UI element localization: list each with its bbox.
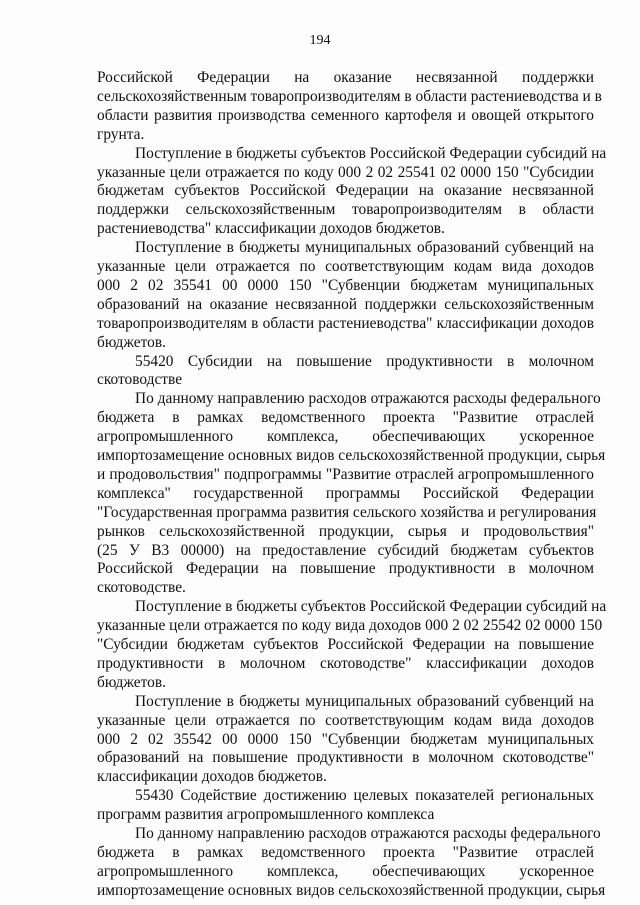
text-line: агропромышленного комплекса, обеспечивающих ускоренное: [97, 428, 594, 446]
text-line: Поступление в бюджеты муниципальных образований субвенций на: [135, 692, 594, 710]
text-line: бюджета в рамках ведомственного проекта "Развитие отраслей: [97, 843, 594, 861]
text-line: указанные цели отражается по соответствующим кодам вида доходов: [97, 711, 594, 729]
text-line: указанные цели отражается по коду 000 2 02 25541 02 0000 150 "Субсидии: [97, 163, 594, 181]
text-line: бюджетов.: [97, 333, 166, 351]
text-line: 000 2 02 35541 00 0000 150 "Субвенции бюджетам муниципальных: [97, 276, 594, 294]
text-line: сельскохозяйственным товаропроизводителям в области растениеводства и в: [97, 87, 602, 105]
text-line: По данному направлению расходов отражаются расходы федерального: [135, 390, 601, 408]
text-line: растениеводства" классификации доходов бюджетов.: [97, 220, 445, 238]
text-line: грунта.: [97, 125, 145, 143]
text-line: импортозамещение основных видов сельскохозяйственной продукции, сырья: [97, 447, 606, 464]
text-line: бюджетам субъектов Российской Федерации на оказание несвязанной: [97, 182, 594, 200]
text-line: "Субсидии бюджетам субъектов Российской Федерации на повышение: [97, 636, 594, 653]
text-line: (25 У В3 00000) на предоставление субсидий бюджетам субъектов: [97, 541, 594, 559]
text-line: Поступление в бюджеты субъектов Российской Федерации субсидий на: [135, 144, 607, 162]
text-line: товаропроизводителям в области растениеводства" классификации доходов: [97, 314, 594, 332]
text-line: комплекса" государственной программы Российской Федерации: [97, 484, 594, 502]
page-number: 194: [309, 33, 331, 48]
text-line: 000 2 02 35542 00 0000 150 "Субвенции бюджетам муниципальных: [97, 730, 594, 748]
text-line: поддержки сельскохозяйственным товаропроизводителям в области: [97, 201, 594, 219]
text-line: области развития производства семенного картофеля и овощей открытого: [97, 106, 594, 124]
text-line: 55420 Субсидии на повышение продуктивности в молочном: [135, 352, 594, 370]
text-line: импортозамещение основных видов сельскохозяйственной продукции, сырья: [97, 881, 606, 899]
text-line: скотоводстве.: [97, 579, 186, 597]
text-line: образований на оказание несвязанной поддержки сельскохозяйственным: [97, 295, 594, 313]
text-line: агропромышленного комплекса, обеспечивающих ускоренное: [97, 862, 594, 880]
text-line: Поступление в бюджеты субъектов Российской Федерации субсидий на: [135, 598, 607, 616]
text-line: 55430 Содействие достижению целевых показателей региональных: [135, 787, 594, 805]
text-line: скотоводстве: [97, 371, 183, 389]
text-line: Российской Федерации на оказание несвязанной поддержки: [97, 69, 594, 86]
text-line: программ развития агропромышленного комплекса: [97, 806, 435, 824]
text-line: бюджетов.: [97, 673, 166, 691]
text-line: Российской Федерации на повышение продуктивности в молочном: [97, 560, 594, 578]
text-line: Поступление в бюджеты муниципальных образований субвенций на: [135, 239, 594, 257]
text-line: указанные цели отражается по коду вида доходов 000 2 02 25542 02 0000 150: [97, 617, 603, 635]
text-line: рынков сельскохозяйственной продукции, сырья и продовольствия": [97, 522, 594, 540]
text-line: образований на повышение продуктивности в молочном скотоводстве": [97, 749, 594, 767]
text-line: указанные цели отражается по соответствующим кодам вида доходов: [97, 258, 594, 275]
text-line: продуктивности в молочном скотоводстве" классификации доходов: [97, 654, 594, 672]
text-line: "Государственная программа развития сельского хозяйства и регулирования: [97, 503, 597, 521]
text-line: По данному направлению расходов отражаются расходы федерального: [135, 825, 601, 842]
text-line: классификации доходов бюджетов.: [97, 768, 327, 786]
text-line: бюджета в рамках ведомственного проекта "Развитие отраслей: [97, 409, 594, 427]
text-line: и продовольствия" подпрограммы "Развитие отраслей агропромышленного: [97, 465, 594, 483]
